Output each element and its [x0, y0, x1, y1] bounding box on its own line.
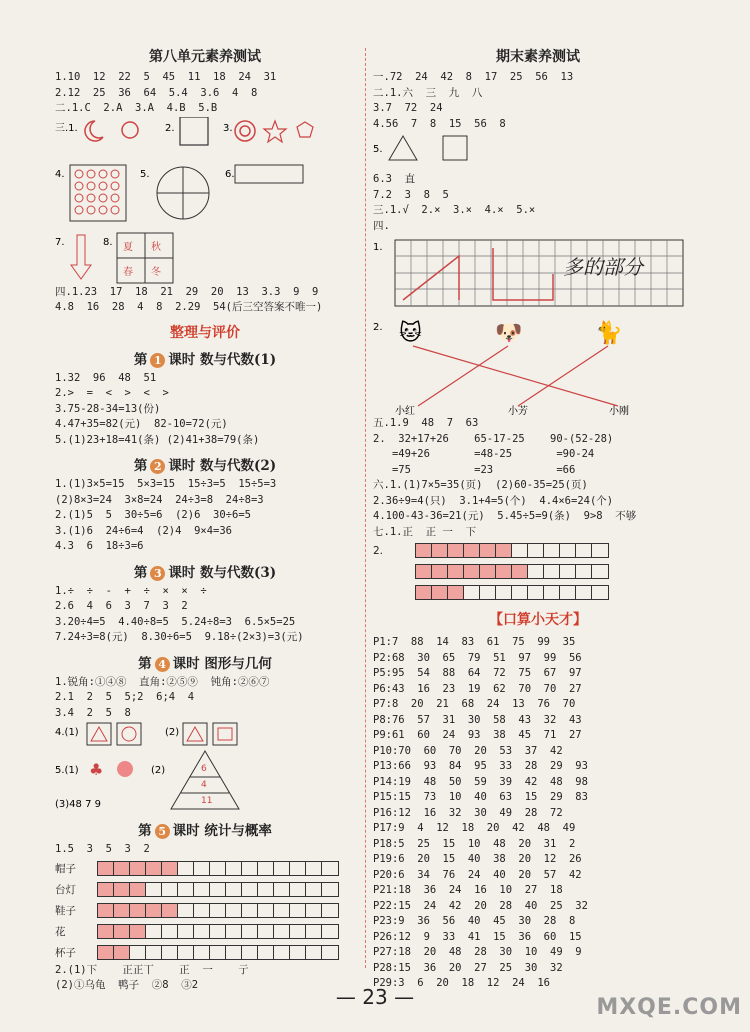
- answer-line: 4.8 16 28 4 8 2.29 54(后三空答案不唯一): [55, 301, 323, 313]
- stat-bar-cell: [178, 946, 194, 959]
- left-column: [55, 44, 355, 994]
- kousuan-line: P20:6 34 76 24 40 20 57 42: [373, 868, 582, 881]
- stat-bar-cell: [146, 904, 162, 917]
- stat-bar-cell: [114, 925, 130, 938]
- stat-bar-cell: [242, 904, 258, 917]
- answer-line: 七.1.正 正 一 下: [373, 525, 477, 538]
- stat-bar-grid: [97, 945, 339, 960]
- stat-bar-cell: [322, 946, 338, 959]
- unit8-shapes-figure: [55, 117, 355, 285]
- answer-line: 二.1.C 2.A 3.A 4.B 5.B: [55, 102, 218, 114]
- tally-bar-cell: [448, 544, 464, 557]
- tally-bar-cell: [416, 586, 432, 599]
- svg-text:4: 4: [201, 780, 207, 790]
- lesson-4-heading: 第 4 课时 图形与几何: [138, 655, 272, 672]
- handwriting: 多的部分: [563, 255, 643, 279]
- stat-bar-cell: [210, 925, 226, 938]
- tally-bar-cell: [480, 544, 496, 557]
- stat-bar-cell: [258, 925, 274, 938]
- kousuan-title: 【口算小天才】: [489, 612, 587, 628]
- answer-line: 7.24÷3=8(元) 8.30÷6=5 9.18÷(2×3)=3(元): [55, 631, 304, 643]
- answer-line: 4.3 6 18÷3=6: [55, 540, 144, 552]
- answer-line: 1.5 3 5 3 2: [55, 843, 150, 855]
- kousuan-line: P27:18 20 48 28 30 10 49 9: [373, 946, 582, 958]
- tally-bar-cell: [416, 565, 432, 578]
- answer-line: =75 =23 =66: [373, 463, 576, 476]
- stat-bar-cell: [146, 862, 162, 875]
- stat-bar-cell: [130, 925, 146, 938]
- answer-line: 3.4 2 5 8: [55, 706, 131, 719]
- stat-bar-cell: [274, 904, 290, 917]
- stat-bar-cell: [290, 904, 306, 917]
- answer-line: 四.: [373, 219, 390, 232]
- tally-bar-cell: [528, 544, 544, 557]
- tally-bar-row: [373, 561, 703, 582]
- kousuan-line: P7:8 20 21 68 24 13 76 70: [373, 698, 576, 710]
- stat-bar-cell: [274, 883, 290, 896]
- stat-bar-cell: [178, 904, 194, 917]
- tally-bar-cell: [560, 544, 576, 557]
- answer-line: 1.10 12 22 5 45 11 18 24 31: [55, 71, 277, 83]
- tally-bar-cell: [512, 544, 528, 557]
- answer-line: 2.36÷9=4(只) 3.1+4=5(个) 4.4×6=24(个): [373, 494, 614, 507]
- answer-line: 1.32 96 48 51: [55, 371, 157, 384]
- person-2: 小芳: [508, 406, 528, 416]
- geometry-figure: [55, 721, 355, 813]
- tally-bar-chart: [373, 540, 703, 603]
- kousuan-line: P29:3 6 20 18 12 24 16: [373, 977, 551, 989]
- svg-text:4.: 4.: [55, 168, 65, 180]
- tally-bar-cell: [480, 565, 496, 578]
- tally-bar-cell: [448, 565, 464, 578]
- stat-bar-label: 杯子: [55, 946, 76, 959]
- kousuan-line: P17:9 4 12 18 20 42 48 49: [373, 822, 576, 834]
- answer-line: 4.56 7 8 15 56 8: [373, 117, 506, 130]
- stat-bar-cell: [258, 946, 274, 959]
- stat-bar-cell: [258, 904, 274, 917]
- tally-bar-cell: [576, 565, 592, 578]
- kousuan-line: P19:6 20 15 40 38 20 12 26: [373, 853, 582, 865]
- kousuan-line: P13:66 93 84 95 33 28 29 93: [373, 760, 588, 772]
- svg-text:4.(1): 4.(1): [55, 727, 79, 738]
- svg-text:1.: 1.: [373, 242, 383, 253]
- svg-text:5.(1): 5.(1): [55, 765, 79, 776]
- stat-bar-cell: [274, 925, 290, 938]
- kousuan-line: P28:15 36 20 27 25 30 32: [373, 961, 563, 974]
- kousuan-line: P8:76 57 31 30 58 43 32 43: [373, 713, 582, 726]
- watermark: MXQE.COM: [596, 995, 742, 1020]
- matching-figure: [373, 316, 703, 416]
- tally-bar-cell: [432, 565, 448, 578]
- stat-bar-grid: [97, 861, 339, 876]
- stat-bar-cell: [162, 862, 178, 875]
- svg-text:5.: 5.: [140, 168, 150, 180]
- stat-bar-cell: [258, 862, 274, 875]
- stat-bar-cell: [130, 904, 146, 917]
- stat-bar-cell: [290, 862, 306, 875]
- answer-line: 1.÷ ÷ - + ÷ × × ÷: [55, 584, 207, 597]
- stat-bar-cell: [114, 946, 130, 959]
- answer-line: 7.2 3 8 5: [373, 188, 449, 201]
- kousuan-line: P5:95 54 88 64 72 75 67 97: [373, 667, 582, 679]
- stat-bar-cell: [242, 946, 258, 959]
- tally-bar-cell: [544, 565, 560, 578]
- season-summer: 夏: [123, 241, 133, 253]
- stat-bar-cell: [226, 862, 242, 875]
- stat-bar-cell: [146, 883, 162, 896]
- answer-line: 三.1.√ 2.× 3.× 4.× 5.×: [373, 204, 536, 216]
- svg-text:三.1.: 三.1.: [55, 122, 78, 134]
- stat-bar-cell: [306, 904, 322, 917]
- answer-line: 1.锐角:①④⑧ 直角:②⑤⑨ 钝角:②⑥⑦: [55, 675, 270, 688]
- stat-bar-cell: [210, 946, 226, 959]
- tally-bar-grid: [415, 564, 609, 579]
- stat-bar-cell: [178, 883, 194, 896]
- answer-line: 5.(1)23+18=41(条) (2)41+38=79(条): [55, 433, 260, 446]
- season-autumn: 秋: [151, 241, 161, 253]
- svg-text:🐈: 🐈: [595, 321, 623, 346]
- final-shapes-figure: [373, 132, 703, 172]
- svg-text:6.: 6.: [225, 168, 235, 180]
- tally-bar-cell: [464, 565, 480, 578]
- stat-bar-grid: [97, 903, 339, 918]
- svg-text:♣: ♣: [89, 760, 104, 779]
- stat-bar-row: [55, 879, 355, 900]
- stat-bar-cell: [274, 862, 290, 875]
- answer-line: 4.47+35=82(元) 82-10=72(元): [55, 418, 228, 430]
- tally-bar-cell: [448, 586, 464, 599]
- answer-line: 2. 32+17+26 65-17-25 90-(52-28): [373, 432, 614, 445]
- final-title: 期末素养测试: [496, 49, 580, 65]
- stat-bar-cell: [162, 925, 178, 938]
- tally-bar-cell: [512, 565, 528, 578]
- svg-text:11: 11: [201, 796, 213, 806]
- unit8-answers: [55, 70, 355, 117]
- stat-bar-cell: [146, 946, 162, 959]
- stat-bar-cell: [130, 862, 146, 875]
- stat-bar-row: [55, 858, 355, 879]
- tally-bar-cell: [560, 586, 576, 599]
- svg-text:7.: 7.: [55, 236, 65, 248]
- person-1: 小红: [395, 406, 415, 416]
- stat-bar-cell: [258, 883, 274, 896]
- tally-bar-cell: [560, 565, 576, 578]
- answer-line: 4.100-43-36=21(元) 5.45÷5=9(条) 9>8 不够: [373, 510, 637, 522]
- stat-bar-cell: [290, 883, 306, 896]
- kousuan-line: P15:15 73 10 40 63 15 29 83: [373, 791, 588, 803]
- svg-text:(3)48 7 9: (3)48 7 9: [55, 799, 101, 810]
- tally-bar-grid: [415, 543, 609, 558]
- answer-line: 2.1 2 5 5;2 6;4 4: [55, 691, 195, 703]
- stat-bar-cell: [322, 925, 338, 938]
- answer-line: 一.72 24 42 8 17 25 56 13: [373, 71, 574, 83]
- answer-line: 2.(1)下 正正丅 正 一 亍: [55, 963, 249, 976]
- stat-bar-cell: [306, 946, 322, 959]
- svg-text:2.: 2.: [373, 322, 383, 333]
- answer-line: 6.3 直: [373, 173, 416, 185]
- tally-bar-cell: [544, 544, 560, 557]
- stat-bar-cell: [210, 904, 226, 917]
- stat-bar-cell: [178, 862, 194, 875]
- tally-bar-cell: [592, 544, 608, 557]
- tally-bar-cell: [464, 544, 480, 557]
- stat-bar-cell: [98, 904, 114, 917]
- tally-bar-cell: [432, 544, 448, 557]
- tally-bar-cell: [592, 565, 608, 578]
- person-3: 小刚: [609, 406, 629, 416]
- stat-bar-cell: [130, 946, 146, 959]
- stat-bar-cell: [306, 862, 322, 875]
- answer-line: 1.(1)3×5=15 5×3=15 15÷3=5 15÷5=3: [55, 478, 277, 490]
- stat-bar-cell: [274, 946, 290, 959]
- stat-bar-cell: [162, 904, 178, 917]
- stat-bar-cell: [194, 862, 210, 875]
- tally-bar-row: [373, 582, 703, 603]
- kousuan-line: P10:70 60 70 20 53 37 42: [373, 744, 563, 757]
- stat-bar-cell: [194, 946, 210, 959]
- tally-bar-cell: [592, 586, 608, 599]
- answer-line: (2)①乌龟 鸭子 ②8 ③2: [55, 979, 199, 991]
- answer-line: 二.1.六 三 九 八: [373, 86, 483, 99]
- svg-text:🐱: 🐱: [399, 321, 422, 346]
- tally-bar-cell: [480, 586, 496, 599]
- stat-bar-label: 花: [55, 925, 66, 938]
- stat-bar-row: [55, 942, 355, 963]
- stat-bar-cell: [194, 925, 210, 938]
- answer-line: 五.1.9 48 7 63: [373, 417, 479, 429]
- stat-bar-cell: [322, 904, 338, 917]
- tally-bar-cell: [464, 586, 480, 599]
- kousuan-line: P23:9 36 56 40 45 30 28 8: [373, 915, 576, 927]
- stat-bar-cell: [322, 862, 338, 875]
- season-winter: 冬: [151, 266, 161, 278]
- stat-bar-cell: [178, 925, 194, 938]
- stat-bar-cell: [226, 925, 242, 938]
- stat-bar-cell: [306, 883, 322, 896]
- stat-bar-row: [55, 900, 355, 921]
- svg-text:🐶: 🐶: [495, 321, 523, 346]
- answer-line: 2.> = < > < >: [55, 387, 169, 399]
- stat-bar-cell: [162, 946, 178, 959]
- lesson-3-heading: 第 3 课时 数与代数(3): [133, 564, 277, 581]
- tally-bar-row: [373, 540, 703, 561]
- right-column: [373, 44, 703, 992]
- stat-bar-cell: [146, 925, 162, 938]
- tally-bar-cell: [496, 544, 512, 557]
- kousuan-line: P21:18 36 24 16 10 27 18: [373, 884, 563, 896]
- svg-text:2.: 2.: [165, 122, 175, 134]
- answer-line: 3.7 72 24: [373, 102, 443, 114]
- stat-bar-cell: [162, 883, 178, 896]
- tally-bar-cell: [528, 586, 544, 599]
- lesson-5-heading: 第 5 课时 统计与概率: [138, 823, 272, 839]
- stat-bar-row: [55, 921, 355, 942]
- tally-bar-cell: [496, 565, 512, 578]
- stat-bar-label: 鞋子: [55, 904, 76, 917]
- svg-text:8.: 8.: [103, 236, 113, 248]
- stat-bar-cell: [242, 925, 258, 938]
- stat-bar-label: 帽子: [55, 862, 76, 875]
- unit8-title: 第八单元素养测试: [149, 49, 261, 65]
- kousuan-line: P16:12 16 32 30 49 28 72: [373, 806, 563, 819]
- stat-bar-cell: [226, 946, 242, 959]
- stat-bar-cell: [242, 883, 258, 896]
- stat-bar-cell: [242, 862, 258, 875]
- stat-bar-cell: [306, 925, 322, 938]
- stat-bar-cell: [210, 862, 226, 875]
- stat-bar-cell: [322, 883, 338, 896]
- stat-bar-label: 台灯: [55, 883, 76, 896]
- kousuan-line: P18:5 25 15 10 48 20 31 2: [373, 837, 576, 850]
- stat-bar-cell: [98, 883, 114, 896]
- tally-bar-cell: [416, 544, 432, 557]
- kousuan-line: P26:12 9 33 41 15 36 60 15: [373, 930, 582, 943]
- stat-bar-cell: [114, 862, 130, 875]
- tally-bar-label: 2.: [373, 544, 384, 557]
- stat-bar-cell: [194, 883, 210, 896]
- kousuan-line: P1:7 88 14 83 61 75 99 35: [373, 636, 576, 648]
- stat-bar-cell: [290, 925, 306, 938]
- answer-line: 2.6 4 6 3 7 3 2: [55, 600, 188, 612]
- drawing-grid-figure: [373, 234, 703, 316]
- answer-line: 四.1.23 17 18 21 29 20 13 3.3 9 9: [55, 285, 319, 298]
- kousuan-list: [373, 635, 703, 992]
- answer-line: 3.75-28-34=13(份): [55, 402, 161, 415]
- stat-bar-cell: [98, 946, 114, 959]
- svg-text:6: 6: [201, 764, 207, 774]
- tally-bar-cell: [576, 586, 592, 599]
- tally-bar-grid: [415, 585, 609, 600]
- stat-bar-cell: [114, 883, 130, 896]
- column-divider: [365, 48, 366, 968]
- stat-bar-cell: [194, 904, 210, 917]
- answer-line: 3.(1)6 24÷6=4 (2)4 9×4=36: [55, 524, 233, 537]
- tally-bar-cell: [432, 586, 448, 599]
- tally-bar-cell: [528, 565, 544, 578]
- stat-bar-grid: [97, 882, 339, 897]
- answer-line: 2.12 25 36 64 5.4 3.6 4 8: [55, 86, 258, 99]
- tally-bar-cell: [576, 544, 592, 557]
- kousuan-line: P6:43 16 23 19 62 70 70 27: [373, 682, 582, 695]
- svg-text:(2): (2): [165, 727, 180, 738]
- stat-bar-cell: [114, 904, 130, 917]
- lesson-1-heading: 第 1 课时 数与代数(1): [133, 351, 277, 368]
- lesson-2-heading: 第 2 课时 数与代数(2): [133, 458, 277, 474]
- svg-text:3.: 3.: [223, 122, 233, 134]
- answer-line: 六.1.(1)7×5=35(页) (2)60-35=25(页): [373, 479, 588, 491]
- answer-line: =49+26 =48-25 =90-24: [373, 448, 595, 460]
- stat-bar-cell: [210, 883, 226, 896]
- stat-bar-grid: [97, 924, 339, 939]
- tally-bar-cell: [496, 586, 512, 599]
- stat-bar-cell: [130, 883, 146, 896]
- season-spring: 春: [123, 266, 133, 278]
- svg-text:5.: 5.: [373, 144, 383, 155]
- stat-bar-cell: [98, 862, 114, 875]
- kousuan-line: P14:19 48 50 59 39 42 48 98: [373, 775, 588, 788]
- answer-line: 3.20÷4=5 4.40÷8=5 5.24÷8=3 6.5×5=25: [55, 615, 296, 628]
- stat-bar-cell: [98, 925, 114, 938]
- tally-bar-cell: [544, 586, 560, 599]
- tally-bar-cell: [512, 586, 528, 599]
- answer-line: (2)8×3=24 3×8=24 24÷3=8 24÷8=3: [55, 493, 264, 506]
- stat-bar-cell: [290, 946, 306, 959]
- kousuan-line: P22:15 24 42 20 28 40 25 32: [373, 899, 588, 912]
- answer-line: 2.(1)5 5 30÷5=6 (2)6 30÷6=5: [55, 509, 251, 521]
- svg-text:(2): (2): [151, 765, 166, 776]
- stat-bar-cell: [226, 904, 242, 917]
- review-title: 整理与评价: [170, 324, 240, 341]
- page-number: — 23 —: [335, 985, 415, 1009]
- stat-bar-cell: [226, 883, 242, 896]
- statistics-bar-chart: [55, 858, 355, 963]
- kousuan-line: P2:68 30 65 79 51 97 99 56: [373, 651, 582, 664]
- kousuan-line: P9:61 60 24 93 38 45 71 27: [373, 729, 582, 741]
